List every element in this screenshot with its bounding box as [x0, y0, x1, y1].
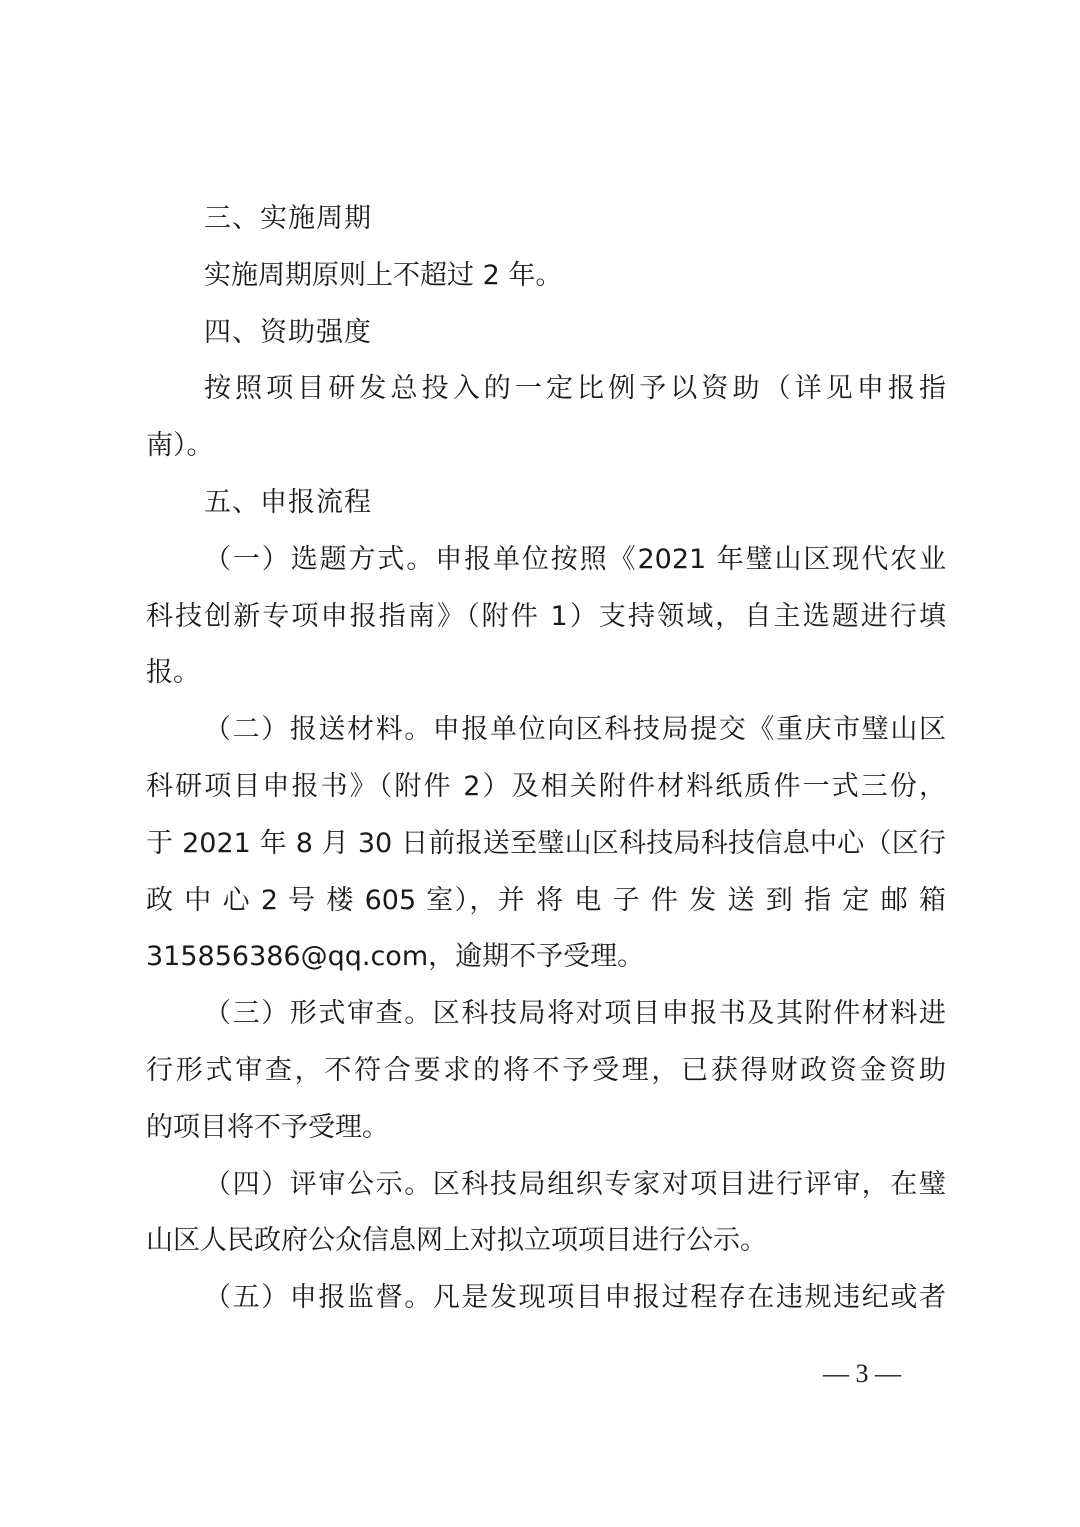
document-body	[146, 191, 946, 1327]
paragraph-line: 山区人民政府公众信息网上对拟立项项目进行公示。	[146, 1225, 767, 1257]
paragraph-line: （三）形式审查。区科技局将对项目申报书及其附件材料进	[204, 998, 946, 1030]
paragraph-line: （一）选题方式。申报单位按照《2021 年璧山区现代农业	[204, 543, 946, 575]
paragraph-line: 科技创新专项申报指南》（附件 1）支持领域，自主选题进行填	[146, 600, 946, 632]
section-heading-application-process: 五、申报流程	[204, 486, 372, 518]
paragraph-line: （四）评审公示。区科技局组织专家对项目进行评审，在璧	[204, 1168, 946, 1200]
paragraph-line: （五）申报监督。凡是发现项目申报过程存在违规违纪或者	[204, 1282, 946, 1314]
section-heading-implementation-period: 三、实施周期	[204, 203, 372, 234]
paragraph-line: 科研项目申报书》（附件 2）及相关附件材料纸质件一式三份，	[146, 770, 946, 802]
paragraph-line: 于 2021 年 8 月 30 日前报送至璧山区科技局科技信息中心（区行	[146, 827, 946, 859]
paragraph-line: 行形式审查，不符合要求的将不予受理，已获得财政资金资助	[146, 1054, 946, 1086]
paragraph-line: 按照项目研发总投入的一定比例予以资助（详见申报指	[204, 373, 946, 405]
paragraph-line: （二）报送材料。申报单位向区科技局提交《重庆市璧山区	[204, 714, 946, 746]
section-heading-funding-intensity: 四、资助强度	[204, 316, 372, 348]
paragraph-line: 报。	[146, 657, 200, 689]
paragraph-line: 南）。	[146, 430, 214, 462]
paragraph-line: 政 中 心 2 号 楼 605 室），并 将 电 子 件 发 送 到 指 定 邮 箱	[146, 884, 946, 916]
paragraph-line: 实施周期原则上不超过 2 年。	[204, 259, 563, 291]
paragraph-line: 的项目将不予受理。	[146, 1111, 389, 1143]
paragraph-line-email: 315856386@qq.com，逾期不予受理。	[146, 941, 645, 973]
page-number: — 3 —	[823, 1359, 901, 1388]
